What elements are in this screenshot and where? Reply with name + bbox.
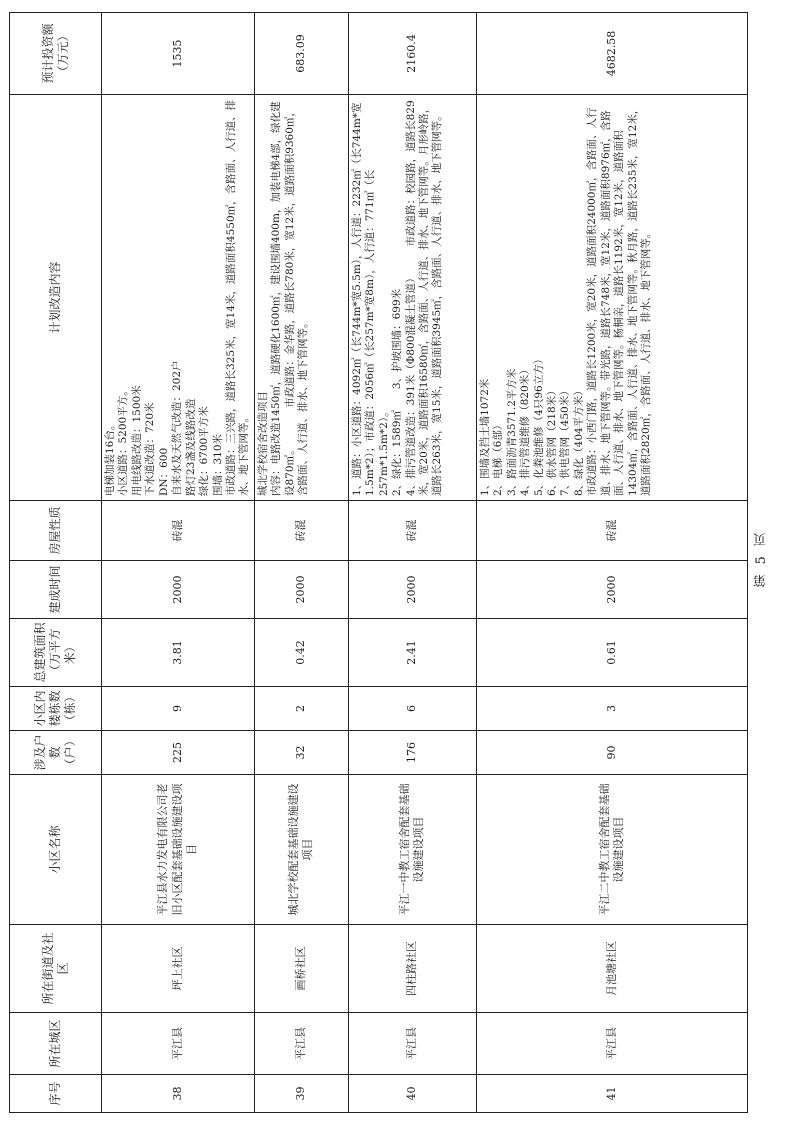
- cell-county: 平江县: [254, 1013, 348, 1075]
- header-name: 小区名称: [10, 775, 102, 925]
- header-households: 涉及户数（户）: [10, 731, 102, 775]
- cell-name: 平江二中教工宿舍配套基础设施建设项目: [476, 775, 747, 925]
- header-street: 所在街道及社区: [10, 925, 102, 1013]
- cell-seq: 39: [254, 1075, 348, 1113]
- cell-area: 0.42: [254, 619, 348, 687]
- cell-nature: 砖混: [254, 501, 348, 561]
- cell-seq: 38: [102, 1075, 255, 1113]
- header-buildings: 小区内楼栋数（栋）: [10, 687, 102, 731]
- cell-year: 2000: [102, 561, 255, 619]
- cell-area: 3.81: [102, 619, 255, 687]
- cell-content: 城北学校宿舍改造项目 内容：电路改造1450㎡，道路硬化1600㎡，建设围墙400m，加装电梯4部，绿化建设870㎡。 市政道路：金华路，道路长780米，宽12米，道路面积9360㎡，含路面、人行道、排水、地下管网等。: [254, 95, 348, 501]
- page-number: 第 5 页: [754, 530, 769, 588]
- header-nature: 房屋性质: [10, 501, 102, 561]
- cell-investment: 1535: [102, 13, 255, 95]
- cell-seq: 40: [348, 1075, 476, 1113]
- cell-households: 225: [102, 731, 255, 775]
- cell-seq: 41: [476, 1075, 747, 1113]
- header-area: 总建筑面积（万平方米）: [10, 619, 102, 687]
- cell-buildings: 6: [348, 687, 476, 731]
- cell-nature: 砖混: [476, 501, 747, 561]
- cell-year: 2000: [254, 561, 348, 619]
- cell-buildings: 9: [102, 687, 255, 731]
- cell-investment: 2160.4: [348, 13, 476, 95]
- cell-content: 电梯加装16台。 小区道路：5200平方。 用电线路改造：1500米 下水道改造：720米 DN：600 自来水及天然气改造：202户 路灯23盏及线路改造 绿化：6700平方米 围墙：310米 市政道路：三兴路，道路长325米，宽14米，道路面积4550㎡，含路面、人行道、排水、地下管网等。: [102, 95, 255, 501]
- table-row: [348, 13, 476, 1113]
- table-row: [102, 13, 255, 1113]
- cell-nature: 砖混: [102, 501, 255, 561]
- cell-county: 平江县: [348, 1013, 476, 1075]
- cell-households: 176: [348, 731, 476, 775]
- cell-households: 90: [476, 731, 747, 775]
- table-row: [476, 13, 747, 1113]
- cell-nature: 砖混: [348, 501, 476, 561]
- header-county: 所在城区: [10, 1013, 102, 1075]
- cell-investment: 683.09: [254, 13, 348, 95]
- header-year: 建成时间: [10, 561, 102, 619]
- cell-buildings: 2: [254, 687, 348, 731]
- table-row: [254, 13, 348, 1113]
- cell-investment: 4682.58: [476, 13, 747, 95]
- cell-county: 平江县: [102, 1013, 255, 1075]
- header-seq: 序号: [10, 1075, 102, 1113]
- header-row: [10, 13, 102, 1113]
- cell-area: 0.61: [476, 619, 747, 687]
- header-investment: 预计投资额（万元）: [10, 13, 102, 95]
- cell-content: 1、围墙及挡土墙1072米 2、电梯（6部） 3、路面沥青3571.2平方米 4、排污管道维修（820米） 5、化粪池维修（4只96立方） 6、供水管网（218米） 7、供电管网（450米） 8、绿化（404平方米） 市政道路：小西门路，道路长1200米，宽20米，道路面积24000㎡，含路面、人行道、排水、地下管网等。带光路，道路长748米，宽12米，道路面积8976㎡，含路面、人行道、排水、地下管网等。杨桐亲，道路长1192米，宽12米，道路面积14304㎡，含路面、人行道、排水、地下管网等。秋月路，道路长235米，宽12米，道路面积2820㎡，含路面、人行道、排水、地下管网等。: [476, 95, 747, 501]
- cell-name: 城北学校配套基础设施建设项目: [254, 775, 348, 925]
- cell-street: 四柱路社区: [348, 925, 476, 1013]
- cell-name: 平江县水力发电有限公司老旧小区配套基础设施建设项目: [102, 775, 255, 925]
- cell-street: 月池塘社区: [476, 925, 747, 1013]
- rotated-table-container: [9, 13, 744, 1113]
- cell-buildings: 3: [476, 687, 747, 731]
- cell-street: 画桥社区: [254, 925, 348, 1013]
- cell-year: 2000: [476, 561, 747, 619]
- renovation-project-table: [9, 12, 748, 1113]
- cell-households: 32: [254, 731, 348, 775]
- cell-name: 平江一中教工宿舍配套基础设施建设项目: [348, 775, 476, 925]
- cell-county: 平江县: [476, 1013, 747, 1075]
- cell-street: 坪上社区: [102, 925, 255, 1013]
- cell-year: 2000: [348, 561, 476, 619]
- cell-content: 1、道路：小区道路：4092㎡（长744m*宽5.5m），人行道：2232㎡（长744m*宽1.5m*2）；市政道：2056㎡（长257m*宽8m），人行道：771㎡（长257m*1.5m*2）。 2、绿化：1589㎡ 3、护坡围墙：699米 4、排污管道改造：391米（Φ800混凝土管道） 市政道路：校园路，道路长829米，宽20米，道路面积16580㎡，含路面、人行道、排水、地下管网等。月形岭路，道路长263米，宽15米，道路面积3945㎡，含路面、人行道、排水、地下管网等。: [348, 95, 476, 501]
- cell-area: 2.41: [348, 619, 476, 687]
- header-content: 计划改造内容: [10, 95, 102, 501]
